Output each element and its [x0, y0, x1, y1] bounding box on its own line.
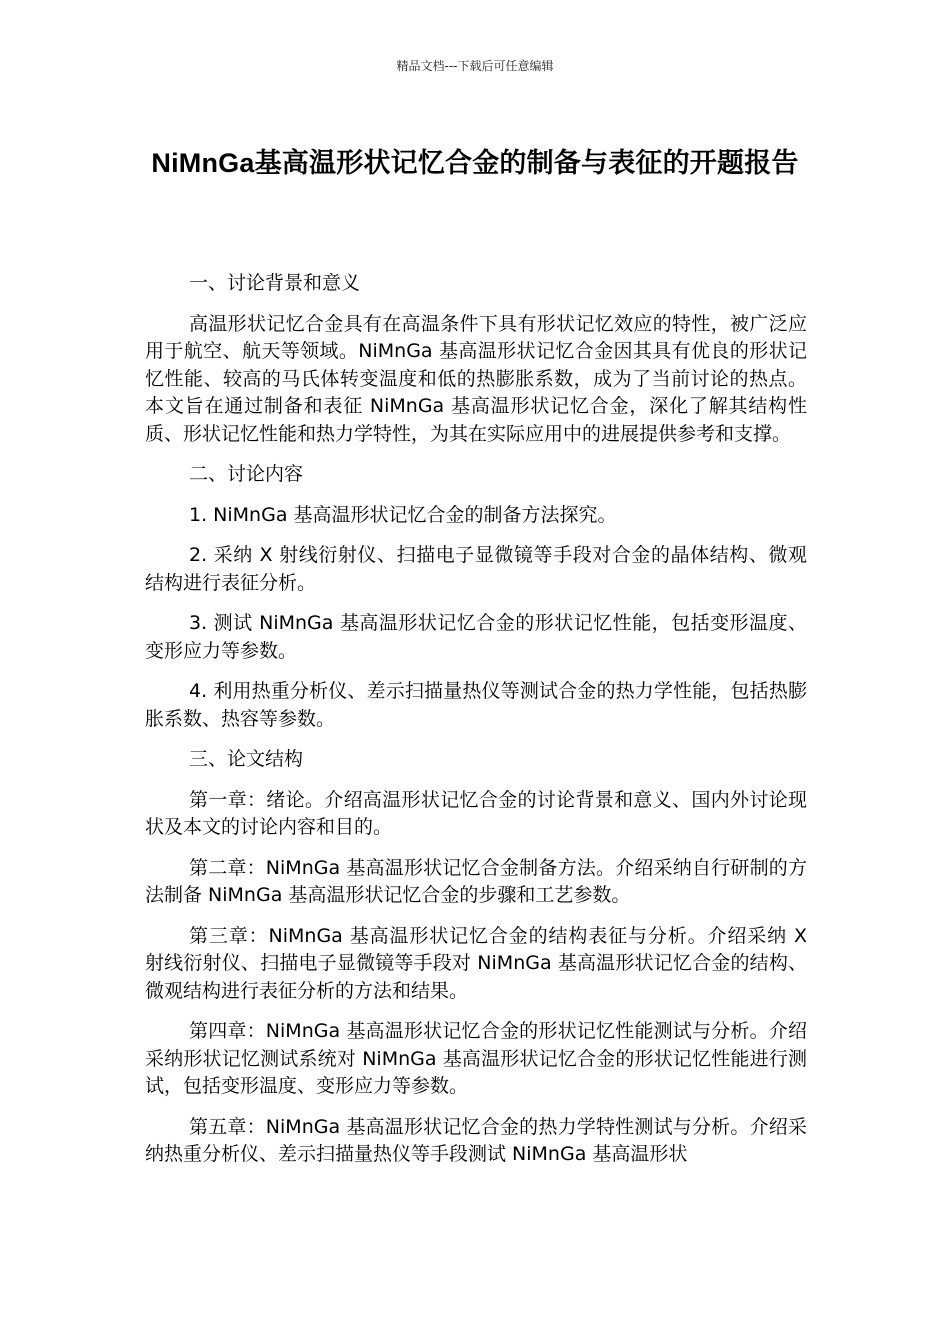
- chapter-5: 第五章：NiMnGa 基高温形状记忆合金的热力学特性测试与分析。介绍采纳热重分析仪、差示扫描量热仪等手段测试 NiMnGa 基高温形状: [145, 1115, 807, 1165]
- chapter-1: 第一章：绪论。介绍高温形状记忆合金的讨论背景和意义、国内外讨论现状及本文的讨论内容和目的。: [145, 788, 807, 838]
- header-note: 精品文档---下载后可任意编辑: [396, 59, 554, 73]
- content-item-4: 4. 利用热重分析仪、差示扫描量热仪等测试合金的热力学性能，包括热膨胀系数、热容等参数。: [145, 680, 807, 730]
- content-item-3: 3. 测试 NiMnGa 基高温形状记忆合金的形状记忆性能，包括变形温度、变形应力等参数。: [145, 612, 807, 662]
- section-heading-structure: 三、论文结构: [189, 748, 304, 770]
- chapter-4: 第四章：NiMnGa 基高温形状记忆合金的形状记忆性能测试与分析。介绍采纳形状记忆测试系统对 NiMnGa 基高温形状记忆合金的形状记忆性能进行测试，包括变形温度、变形应力等参数。: [145, 1020, 807, 1097]
- chapter-2: 第二章：NiMnGa 基高温形状记忆合金制备方法。介绍采纳自行研制的方法制备 NiMnGa 基高温形状记忆合金的步骤和工艺参数。: [145, 856, 807, 906]
- section-heading-background: 一、讨论背景和意义: [189, 272, 361, 294]
- background-paragraph: 高温形状记忆合金具有在高温条件下具有形状记忆效应的特性，被广泛应用于航空、航天等领域。NiMnGa 基高温形状记忆合金因其具有优良的形状记忆性能、较高的马氏体转变温度和低的热膨胀系数，成为了当前讨论的热点。本文旨在通过制备和表征 NiMnGa 基高温形状记忆合金，深化了解其结构性质、形状记忆性能和热力学特性，为其在实际应用中的进展提供参考和支撑。: [145, 312, 807, 445]
- document-body: [145, 270, 807, 1182]
- content-item-1: 1. NiMnGa 基高温形状记忆合金的制备方法探究。: [189, 503, 617, 526]
- chapter-3: 第三章：NiMnGa 基高温形状记忆合金的结构表征与分析。介绍采纳 X 射线衍射仪、扫描电子显微镜等手段对 NiMnGa 基高温形状记忆合金的结构、微观结构进行表征分析的方法和结果。: [145, 924, 807, 1002]
- section-heading-content: 二、讨论内容: [189, 463, 304, 485]
- content-item-2: 2. 采纳 X 射线衍射仪、扫描电子显微镜等手段对合金的晶体结构、微观结构进行表征分析。: [145, 544, 807, 594]
- document-title: NiMnGa基高温形状记忆合金的制备与表征的开题报告: [151, 148, 799, 178]
